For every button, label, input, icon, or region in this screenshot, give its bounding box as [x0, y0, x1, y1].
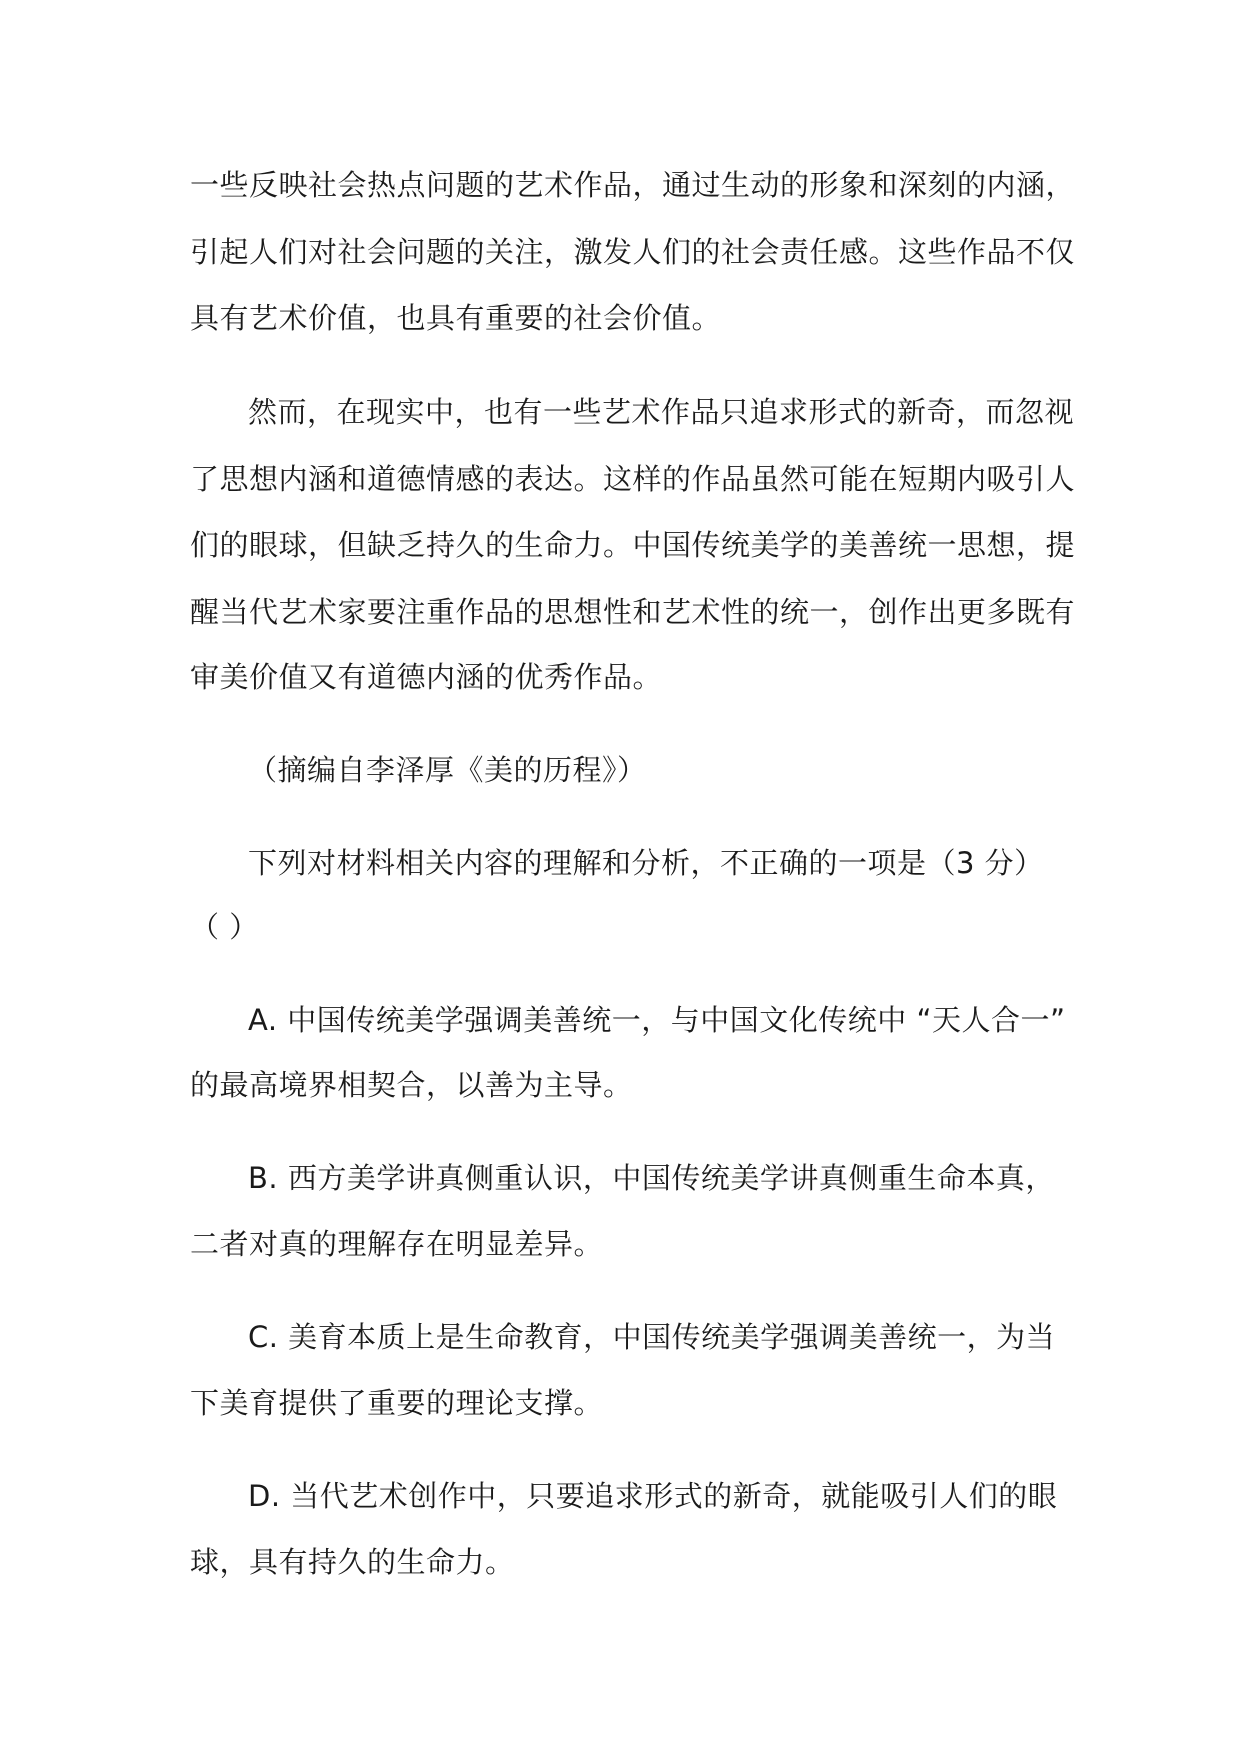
paragraph-1-line-2: 引起人们对社会问题的关注，激发人们的社会责任感。这些作品不仅: [190, 235, 1076, 269]
question-line-1: 下列对材料相关内容的理解和分析，不正确的一项是（3 分）: [248, 846, 1044, 880]
paragraph-1-line-1: 一些反映社会热点问题的艺术作品，通过生动的形象和深刻的内涵，: [190, 168, 1076, 202]
option-a-line-1: A. 中国传统美学强调美善统一，与中国文化传统中 “天人合一”: [248, 1003, 1066, 1037]
paragraph-2-line-2: 了思想内涵和道德情感的表达。这样的作品虽然可能在短期内吸引人: [190, 462, 1076, 496]
paragraph-2-line-4: 醒当代艺术家要注重作品的思想性和艺术性的统一，创作出更多既有: [190, 595, 1076, 629]
paragraph-2-line-5: 审美价值又有道德内涵的优秀作品。: [190, 660, 663, 694]
option-c-line-2: 下美育提供了重要的理论支撑。: [190, 1386, 604, 1420]
paragraph-1-line-3: 具有艺术价值，也具有重要的社会价值。: [190, 301, 722, 335]
paragraph-2-line-1: 然而，在现实中，也有一些艺术作品只追求形式的新奇，而忽视: [248, 395, 1075, 429]
source-note: （摘编自李泽厚《美的历程》）: [248, 753, 647, 787]
option-a-line-2: 的最高境界相契合，以善为主导。: [190, 1068, 633, 1102]
paragraph-2-line-3: 们的眼球，但缺乏持久的生命力。中国传统美学的美善统一思想，提: [190, 528, 1076, 562]
option-d-line-1: D. 当代艺术创作中，只要追求形式的新奇，就能吸引人们的眼: [248, 1479, 1058, 1513]
option-d-line-2: 球，具有持久的生命力。: [190, 1545, 515, 1579]
option-b-line-1: B. 西方美学讲真侧重认识，中国传统美学讲真侧重生命本真，: [248, 1161, 1055, 1195]
option-c-line-1: C. 美育本质上是生命教育，中国传统美学强调美善统一，为当: [248, 1320, 1056, 1354]
question-answer-brackets: （ ）: [190, 910, 259, 944]
option-b-line-2: 二者对真的理解存在明显差异。: [190, 1227, 604, 1261]
